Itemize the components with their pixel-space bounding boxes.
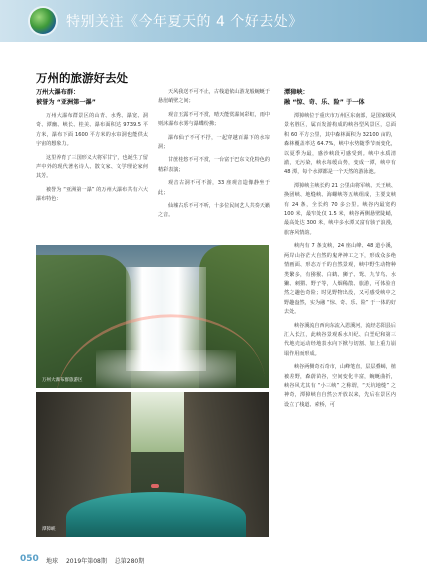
globe-icon	[30, 8, 56, 34]
paragraph: 潭獐峡位于重庆市万州区东南部，是国家级风景名胜区，属百发游构成的峡谷型风景区，总面积 60 平方公里，其中森林面积为 32100 亩的，森林覆盖率达 64.7%，峡中水势随季节而变化，以夏季为最，感沙峡段可感受到。峡中水质清澈，无污染，峡水每缓山势，变成一潭，峡中有 48 潭，每个水潭都是一个天然的游泳池。	[284, 113, 396, 176]
mist-shape	[96, 350, 236, 388]
page-number: 050	[20, 554, 39, 564]
photo-caption: 潭獐峡	[42, 527, 56, 532]
paragraph: 峡内有 7 条支峡，24 座山峰、48 道小溪，两岸山谷茫大自然的鬼斧神工之下，形成众多绝情画面、形态万千的自然景观，峡中野生动物种类繁多，有猕猴、白鹤、狮子、鸳、九节鸟、水獭、刺猬、野子等，人烟稀散、旅游，可体验自然之趣色奇险；时见野物出没，又可感受峡中之野趣盎然，实为融 “惊、奇、乐、险” 于一体的好去处。	[284, 243, 396, 316]
page-header-banner	[0, 0, 427, 42]
gorge-photo	[36, 392, 269, 537]
paragraph: 万州大瀑布群景区的山青、水秀、瀑宽、洞奇、潭幽、峡长、桂美、瀑布面积达 9739.5 平方米，瀑布下面 1600 平方米的水帘洞也能供太宇宙的想象力。	[36, 113, 148, 148]
paragraph: 瀑布仙子不可不抒，一起穿越百瀑下的水帘洞；	[158, 134, 270, 151]
paragraph: 甘蔗桂悠不可不赏，一台富于巴东文化特色的精彩表演；	[158, 157, 270, 173]
paragraph: 这里养育了三国形义大将军甘宁，也诞生了留声中外的现代著名诗人、散文家、文学理论家何其芳。	[36, 154, 148, 180]
total-issue-label: 总第280期	[114, 558, 145, 565]
paragraph: 仙墟古乐不可不听，十多位民间艺人共奏天籁之音。	[158, 203, 270, 219]
subhead-waterfall-slogan: 被誉为 “亚洲第一瀑”	[36, 99, 96, 106]
footer-info	[46, 556, 150, 565]
column-3	[284, 88, 396, 410]
article-title: 万州的旅游好去处	[36, 71, 128, 85]
paragraph: 峡谷两侧奇石奇市，山峰笔直，层层叠嶂，植被差野，森蔚苗谷，空间变化丰富，蜿蜒曲折，峡谷风尤其有 “小三峡” 之称谓，“天坑地缝” 之神奇，潭獐峡自自然公开放以来，先后在景区内设立了栈道、索桥，可	[284, 364, 396, 408]
magazine-name: 地球	[46, 558, 59, 565]
page-footer	[0, 552, 427, 566]
sky-shape	[131, 392, 186, 452]
waterfall-photo	[36, 245, 269, 388]
section-title: 特别关注《今年夏天的 4 个好去处》	[66, 14, 303, 30]
subhead-waterfall: 万州大瀑布群：	[36, 89, 80, 96]
boat-shape	[151, 484, 159, 488]
paragraph: 观音玉露不可不赏，晴天能赏瀑间彩虹，雨中则沐瀑布水雾与瀑蝶纷拂；	[158, 111, 270, 128]
paragraph: 被誉为 “亚洲第一瀑” 的万州大瀑布共有六大瀑布特色：	[36, 186, 148, 203]
paragraph: 观音古洞不可不游，33 座观音造像静坐于此；	[158, 180, 270, 196]
photo-caption: 万州大瀑布群旅游区	[42, 378, 83, 383]
paragraph: 峡谷溪流自西向东流入恩溪河，流经芯阳县后汇入长江，此峡谷景观系水川纪、白垩纪和第三代地壳运动经地表水向下掀与切割、加上重力崩塌作用而形成。	[284, 322, 396, 357]
subhead-gorge: 潭獐峡：	[284, 89, 309, 96]
river-shape	[66, 492, 246, 537]
column-1	[36, 88, 148, 205]
column-2	[158, 88, 270, 221]
paragraph: 天风我送不可不止，古栈道依山游龙般蜿蜒于悬崖峭壁之间；	[158, 89, 270, 105]
issue-label: 2019年第08期	[65, 558, 107, 565]
paragraph: 潭獐峡主峡长约 21 公里由将军峡、天王峡、换团峡、地缝峡、海螺峡等五峡组成，主要支峡有 24 条，全长约 70 多公里。峡谷内最宽约 100 米，最窄处仅 1.5 米，峡谷两侧悬壁陡峭，最高处达 300 米，峡中多水潭又富有骇子浪漫，旅客风情韵。	[284, 182, 396, 236]
subhead-gorge-slogan: 融 “惊、奇、乐、险” 于一体	[284, 99, 365, 106]
